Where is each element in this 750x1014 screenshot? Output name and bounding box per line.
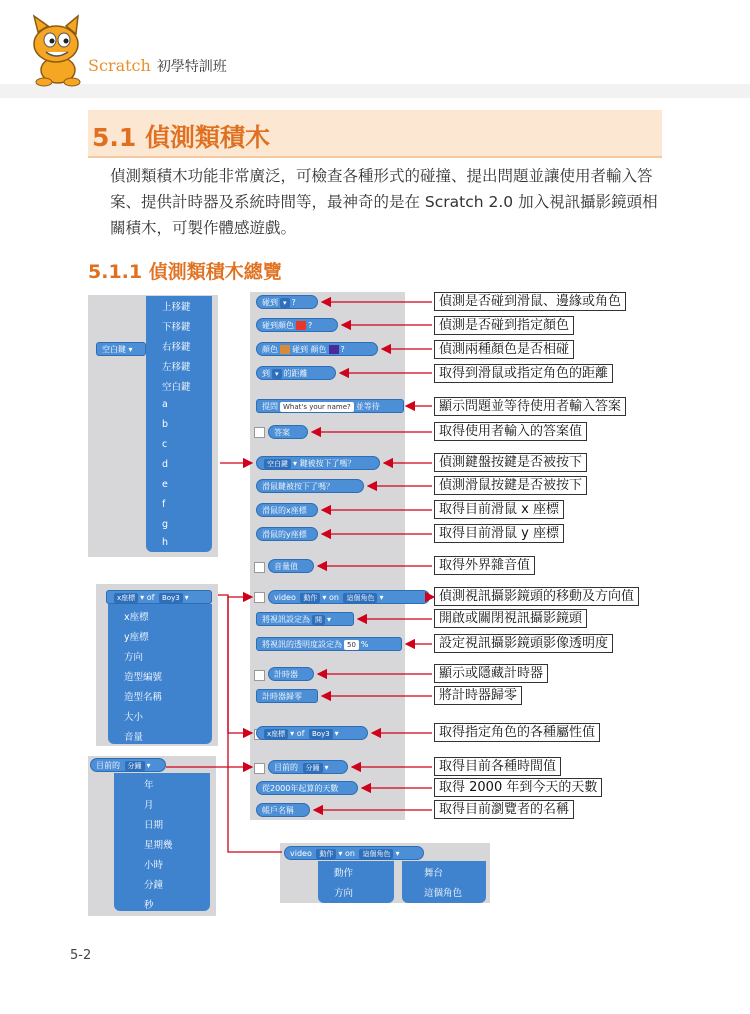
menu-item-time[interactable]: 年: [144, 780, 154, 791]
video-motion-slot[interactable]: 動作: [300, 593, 320, 603]
block-text: 將視訊設定為: [262, 615, 310, 624]
video-on-word: on: [344, 849, 355, 858]
arrow-line: [218, 595, 252, 733]
menu-item-attr[interactable]: 大小: [124, 712, 144, 723]
current-slot[interactable]: 分鐘: [125, 761, 145, 771]
menu-item-time[interactable]: 分鐘: [144, 880, 164, 891]
block-text: on: [328, 593, 339, 602]
of-block[interactable]: x座標 ▾ of Boy3 ▾: [256, 726, 368, 740]
page-number: 5-2: [70, 948, 92, 963]
annotation-label: 偵測滑鼠按鍵是否被按下: [434, 476, 587, 495]
menu-item-attr[interactable]: 方向: [124, 652, 144, 663]
block-text: 顏色: [310, 345, 327, 354]
menu-item-key[interactable]: d: [162, 459, 169, 470]
block-text: %: [360, 640, 369, 649]
annotation-label: 開啟或關閉視訊攝影鏡頭: [434, 609, 587, 628]
annotation-label: 取得目前各種時間值: [434, 757, 561, 776]
annotation-label: 取得目前瀏覽者的名稱: [434, 800, 574, 819]
block-text: 碰到: [262, 298, 278, 307]
touching-block[interactable]: 碰到 ▾ ?: [256, 295, 318, 309]
current-time-block[interactable]: 目前的 分鐘 ▾: [268, 760, 348, 774]
block-text: 滑鼠鍵被按下了嗎？: [262, 482, 334, 491]
menu-item-video[interactable]: 這個角色: [424, 888, 463, 899]
menu-item-video[interactable]: 動作: [334, 868, 354, 879]
menu-item-key[interactable]: e: [162, 479, 168, 490]
block-text: of: [296, 729, 305, 738]
menu-item-time[interactable]: 秒: [144, 900, 154, 911]
current-label: 目前的: [96, 761, 120, 770]
of-word: of: [146, 593, 155, 602]
menu-item-key[interactable]: h: [162, 537, 169, 548]
annotation-label: 取得使用者輸入的答案值: [434, 422, 587, 441]
annotation-label: 取得外界雜音值: [434, 556, 535, 575]
block-text: 從2000年起算的天數: [262, 784, 339, 793]
menu-item-time[interactable]: 月: [144, 800, 154, 811]
video-sensing-block[interactable]: video 動作 ▾ on 這個角色 ▾: [268, 590, 430, 604]
block-text: 到: [262, 369, 270, 378]
annotation-label: 取得 2000 年到今天的天數: [434, 778, 602, 797]
block-text: 鍵被按下了嗎？: [299, 459, 356, 468]
color-touching-color-block[interactable]: 顏色 碰到 顏色 ?: [256, 342, 378, 356]
annotation-label: 偵測鍵盤按鍵是否被按下: [434, 453, 587, 472]
transparency-input[interactable]: 50: [344, 640, 359, 650]
block-text: 滑鼠的y座標: [262, 530, 307, 539]
menu-item-key[interactable]: a: [162, 399, 168, 410]
turn-video-block[interactable]: 將視訊設定為 開 ▾: [256, 612, 354, 626]
annotation-label: 取得指定角色的各種屬性值: [434, 723, 600, 742]
annotation-label: 取得到滑鼠或指定角色的距離: [434, 364, 613, 383]
block-text: 滑鼠的x座標: [262, 506, 307, 515]
block-text: 碰到顏色: [262, 321, 294, 330]
block-text: 計時器: [274, 670, 298, 679]
menu-item-attr[interactable]: 音量: [124, 732, 144, 743]
video-motion-slot[interactable]: 動作: [316, 849, 336, 859]
video-sprite-slot[interactable]: 這個角色: [343, 593, 377, 603]
header-brand: Scratch: [88, 56, 151, 75]
current-block-menu-source[interactable]: 目前的 分鐘 ▾: [90, 758, 166, 772]
section-title: 5.1 偵測類積木: [92, 123, 270, 152]
annotation-label: 取得目前滑鼠 y 座標: [434, 524, 564, 543]
menu-item-time[interactable]: 小時: [144, 860, 164, 871]
menu-item-attr[interactable]: x座標: [124, 612, 149, 623]
ask-input[interactable]: What's your name?: [280, 402, 354, 412]
annotation-label: 偵測視訊攝影鏡頭的移動及方向值: [434, 587, 639, 606]
key-select-block[interactable]: 空白鍵 ▾: [96, 342, 146, 356]
of-attr-slot[interactable]: x座標: [114, 593, 138, 603]
touching-color-block[interactable]: 碰到顏色 ?: [256, 318, 338, 332]
menu-item-key[interactable]: b: [162, 419, 169, 430]
menu-item-key[interactable]: 上移鍵: [162, 302, 191, 313]
menu-item-video[interactable]: 舞台: [424, 868, 444, 879]
annotation-label: 顯示或隱藏計時器: [434, 664, 548, 683]
of-block-menu-source[interactable]: x座標 ▾ of Boy3 ▾: [106, 590, 212, 604]
distance-slot[interactable]: ▾: [272, 369, 282, 379]
menu-item-key[interactable]: 空白鍵: [162, 382, 191, 393]
menu-item-attr[interactable]: 造型名稱: [124, 692, 163, 703]
menu-item-key[interactable]: c: [162, 439, 168, 450]
menu-item-time[interactable]: 日期: [144, 820, 164, 831]
of-sprite-slot[interactable]: Boy3: [159, 593, 183, 603]
menu-item-key[interactable]: 左移鍵: [162, 362, 191, 373]
key-slot[interactable]: 空白鍵: [264, 459, 291, 469]
block-text: 碰到: [292, 345, 308, 354]
block-text: 提問: [262, 402, 278, 411]
block-text: 帳戶名稱: [262, 806, 294, 815]
intro-paragraph: 偵測類積木功能非常廣泛，可檢查各種形式的碰撞、提出問題並讓使用者輸入答案、提供計時器及系統時間等，最神奇的是在 Scratch 2.0 加入視訊攝影鏡頭相關積木，可製作體感遊戲。: [110, 167, 658, 237]
annotation-label: 設定視訊攝影鏡頭影像透明度: [434, 634, 613, 653]
block-text: 目前的: [274, 763, 298, 772]
menu-item-key[interactable]: 右移鍵: [162, 342, 191, 353]
block-text: 顏色: [262, 345, 278, 354]
annotation-label: 顯示問題並等待使用者輸入答案: [434, 397, 626, 416]
block-text: 計時器歸零: [262, 692, 302, 701]
menu-item-attr[interactable]: y座標: [124, 632, 149, 643]
video-label: video: [290, 849, 312, 858]
current-slot[interactable]: 分鐘: [303, 763, 323, 773]
arrow-line: [228, 597, 282, 852]
menu-item-key[interactable]: g: [162, 519, 169, 530]
menu-item-attr[interactable]: 造型編號: [124, 672, 163, 683]
annotation-label: 偵測兩種顏色是否相碰: [434, 340, 574, 359]
subsection-title: 5.1.1 偵測類積木總覽: [88, 261, 282, 283]
annotation-label: 偵測是否碰到指定顏色: [434, 316, 574, 335]
annotation-label: 取得目前滑鼠 x 座標: [434, 500, 564, 519]
block-text: 音量值: [274, 562, 298, 571]
block-text: video: [274, 593, 296, 602]
menu-item-key[interactable]: 下移鍵: [162, 322, 191, 333]
touching-slot[interactable]: ▾: [280, 298, 290, 308]
annotation-label: 偵測是否碰到滑鼠、邊緣或角色: [434, 292, 626, 311]
of-sprite-slot[interactable]: Boy3: [309, 729, 333, 739]
of-attr-slot[interactable]: x座標: [264, 729, 288, 739]
video-block-menu-source[interactable]: video 動作 ▾ on 這個角色 ▾: [284, 846, 424, 860]
header-book: 初學特訓班: [156, 59, 227, 75]
key-pressed-block[interactable]: 空白鍵 ▾ 鍵被按下了嗎？: [256, 456, 380, 470]
block-text: 的距離: [283, 369, 308, 378]
video-onoff-slot[interactable]: 開: [312, 615, 325, 625]
block-text: 並等待: [355, 402, 380, 411]
video-sprite-slot[interactable]: 這個角色: [359, 849, 393, 859]
menu-item-video[interactable]: 方向: [334, 888, 354, 899]
menu-item-key[interactable]: f: [162, 499, 166, 510]
key-select-value: 空白鍵: [102, 345, 126, 354]
block-text: 將視訊的透明度設定為: [262, 640, 342, 649]
annotation-label: 將計時器歸零: [434, 686, 522, 705]
block-text: 答案: [274, 428, 290, 437]
menu-item-time[interactable]: 星期幾: [144, 840, 173, 851]
